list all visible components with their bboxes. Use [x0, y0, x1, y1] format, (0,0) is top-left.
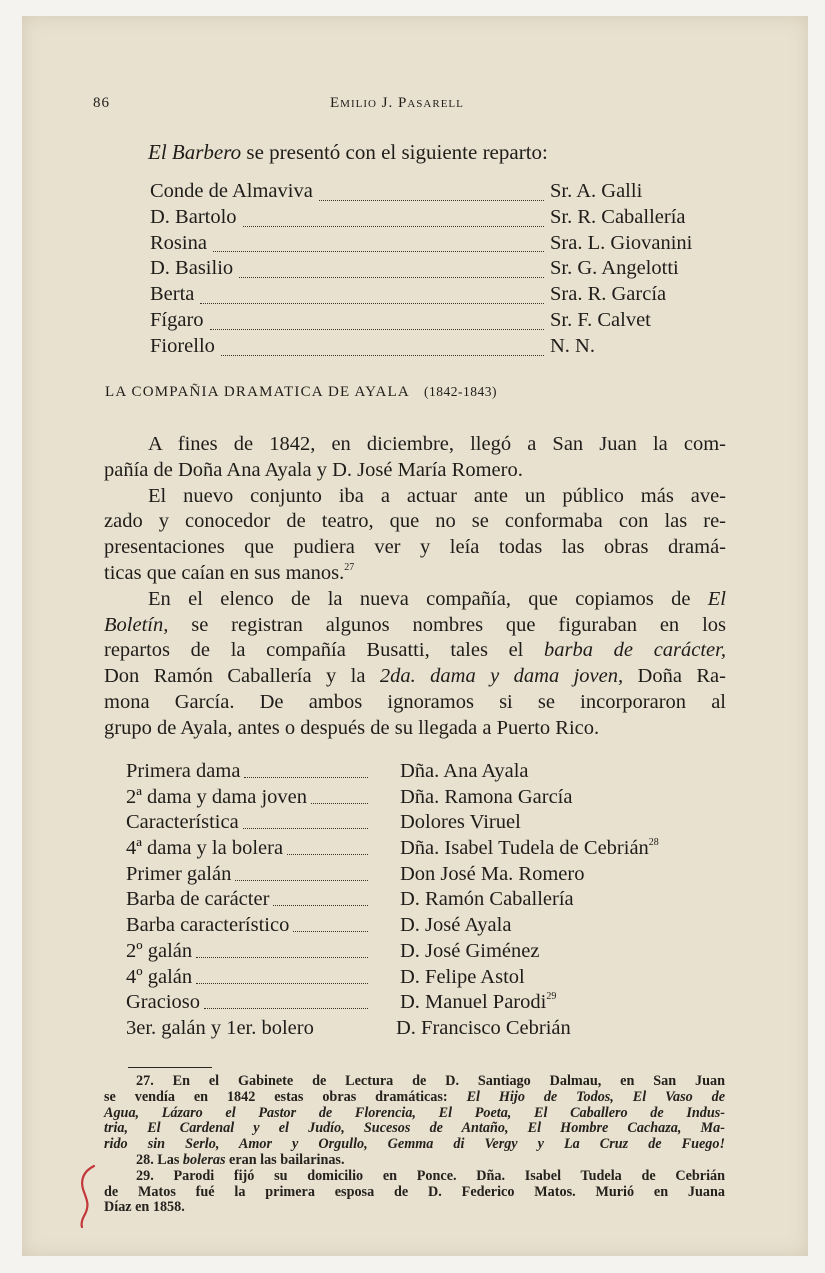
text-line [104, 664, 726, 690]
intro-title: El Barbero [148, 140, 242, 164]
cast-role: Conde de Almaviva [150, 180, 313, 202]
footnote-ref: 29 [546, 991, 557, 1003]
footnote-ref: 28 [648, 837, 659, 849]
text-italic: El [707, 587, 726, 610]
footnote-divider [128, 1067, 212, 1068]
text-fragment: En el elenco de la nueva compañía, que copiamos de [148, 587, 708, 610]
cast-role: Primer galán [126, 862, 232, 885]
cast-actor: Dña. Isabel Tudela de Cebrián$^{28}$ [400, 837, 659, 860]
dot-leader [273, 904, 368, 906]
footnote-line [104, 1106, 725, 1122]
cast-role: 2º galán [126, 939, 193, 962]
cast-row [150, 283, 728, 309]
cast-row [126, 811, 741, 837]
cast-row [126, 888, 741, 914]
footnote-line [104, 1090, 725, 1106]
text-fragment: eran las bailarinas. [225, 1151, 345, 1168]
text-italic: boleras [182, 1151, 226, 1168]
text-italic: barba de carácter, [544, 639, 726, 662]
cast-actor: Sr. A. Galli [550, 180, 643, 202]
dot-leader [213, 250, 544, 252]
cast-role: D. Bartolo [150, 205, 237, 228]
dot-leader [293, 930, 368, 932]
dot-leader [244, 776, 368, 778]
cast-actor: Don José Ma. Romero [400, 862, 585, 885]
text-italic: rido sin Serlo, Amor y Orgullo, Gemma di Vergy y La Cruz de Fuego! [104, 1136, 725, 1153]
cast-row [150, 335, 728, 361]
section-title: LA COMPAÑIA DRAMATICA DE AYALA [105, 384, 410, 400]
cast-actor: D. Manuel Parodi$^{29}$ [400, 991, 557, 1014]
body-text [104, 432, 726, 742]
dot-leader [204, 1007, 368, 1009]
cast-row [126, 940, 741, 966]
dot-leader [221, 354, 544, 356]
cast-actor: Sr. R. Caballería [550, 205, 686, 228]
intro-text: se presentó con el siguiente reparto: [241, 140, 548, 164]
cast-actor: Dña. Ana Ayala [400, 760, 529, 782]
cast-actor: Dña. Ramona García [400, 785, 573, 808]
text-fragment: se vendía en 1842 estas obras dramáticas: [104, 1088, 467, 1105]
text-italic: Boletín, [104, 613, 169, 636]
footnote-ref: 27 [344, 561, 355, 573]
cast-row [126, 1017, 741, 1043]
dot-leader [210, 328, 544, 330]
dot-leader [235, 879, 368, 881]
intro-sentence [148, 140, 548, 165]
text-line: pañía de Doña Ana Ayala y D. José María Romero. [104, 458, 523, 481]
text-line [104, 587, 726, 613]
text-line: zado y conocedor de teatro, que no se conformaba con las re- [104, 510, 726, 533]
footnote-line: 27. En el Gabinete de Lectura de D. Santiago Dalmau, en San Juan [136, 1073, 725, 1089]
text-line: El nuevo conjunto iba a actuar ante un público más ave- [148, 484, 726, 507]
cast-row [150, 309, 728, 335]
cast-actor: D. Felipe Astol [400, 965, 525, 988]
text-fragment: Don Ramón Caballería y la [104, 665, 380, 688]
cast-row [150, 180, 728, 206]
cast-role: Rosina [150, 231, 207, 254]
cast-actor: D. Francisco Cebrián [396, 1016, 571, 1039]
footnote-line [104, 1137, 725, 1153]
cast-actor: Sr. F. Calvet [550, 308, 651, 331]
footnote-line: de Matos fué la primera esposa de D. Federico Matos. Murió en Juana [104, 1183, 725, 1200]
cast-row [150, 232, 728, 258]
text-fragment: se registran algunos nombres que figuraban en los [168, 613, 726, 636]
cast-row [126, 837, 741, 863]
cast-row [126, 966, 741, 992]
cast-actor: D. José Giménez [400, 939, 540, 962]
text-fragment: ticas que caían en sus manos. [104, 561, 345, 584]
cast-role: Fiorello [150, 334, 215, 357]
text-line: presentaciones que pudiera ver y leía todas las obras dramá- [104, 536, 726, 559]
dot-leader [196, 956, 368, 958]
cast-row [150, 257, 728, 283]
footnote-line [104, 1121, 725, 1137]
cast-role: Barba característico [126, 914, 290, 937]
cast-role: D. Basilio [150, 257, 234, 280]
text-line: mona García. De ambos ignoramos si se incorporaron al [104, 690, 726, 713]
text-italic: tria, El Cardenal y el Judío, Sucesos de Antaño, El Hombre Cachaza, Ma- [104, 1120, 725, 1137]
dot-leader [287, 853, 368, 855]
dot-leader [243, 225, 544, 227]
footnotes [104, 1074, 725, 1216]
cast-role: Fígaro [150, 308, 204, 331]
cast-row [126, 786, 741, 812]
text-italic: 2da. dama y dama joven, [379, 665, 624, 688]
cast-list-ayala [126, 760, 741, 1043]
cast-actor: N. N. [550, 334, 595, 357]
dot-leader [196, 982, 368, 984]
footnote-line: Díaz en 1858. [104, 1199, 185, 1216]
section-years: (1842-1843) [423, 384, 497, 399]
cast-row [126, 863, 741, 889]
text-line: grupo de Ayala, antes o después de su llegada a Puerto Rico. [104, 716, 600, 739]
cast-actor: Dolores Viruel [400, 811, 521, 834]
cast-role: 3er. galán y 1er. bolero [126, 1016, 314, 1039]
cast-role: 4ª dama y la bolera [126, 837, 284, 860]
cast-actor: Sr. G. Angelotti [550, 257, 679, 280]
page-number: 86 [93, 95, 110, 111]
cast-role: Gracioso [126, 991, 201, 1014]
cast-list-barbero [150, 180, 728, 361]
dot-leader [200, 302, 544, 304]
running-header-author: Emilio J. Pasarell [330, 95, 464, 111]
cast-role: Característica [126, 811, 239, 834]
text-fragment: repartos de la compañía Busatti, tales el [104, 639, 545, 662]
cast-role: Berta [150, 283, 195, 306]
text-fragment: Doña Ra- [623, 665, 726, 688]
cast-actor: D. Ramón Caballería [400, 888, 574, 911]
dot-leader [319, 199, 544, 201]
cast-row [126, 991, 741, 1017]
cast-row [126, 914, 741, 940]
text-italic: Agua, Lázaro el Pastor de Florencia, El Poeta, El Caballero de Indus- [104, 1104, 725, 1121]
section-heading [105, 384, 497, 401]
text-line [104, 638, 726, 664]
text-italic: El Hijo de Todos, El Vaso de [466, 1088, 726, 1105]
cast-row [126, 760, 741, 786]
dot-leader [311, 802, 368, 804]
cast-actor: D. José Ayala [400, 914, 512, 937]
dot-leader [243, 827, 368, 829]
cast-row [150, 206, 728, 232]
cast-actor: Sra. R. García [550, 283, 667, 306]
cast-role: 4º galán [126, 965, 193, 988]
text-line [104, 561, 726, 587]
cast-role: 2ª dama y dama joven [126, 785, 307, 808]
footnote-line: 29. Parodi fijó su domicilio en Ponce. Dña. Isabel Tudela de Cebrián [136, 1167, 725, 1184]
dot-leader [239, 276, 544, 278]
text-line: A fines de 1842, en diciembre, llegó a San Juan la com- [148, 433, 726, 455]
text-fragment: 28. Las [136, 1151, 183, 1168]
cast-role: Barba de carácter [126, 888, 270, 911]
red-ink-bracket-mark [78, 1164, 96, 1228]
cast-role: Primera dama [126, 760, 241, 782]
footnote-line [104, 1153, 725, 1169]
text-line [104, 613, 726, 639]
cast-actor: Sra. L. Giovanini [550, 231, 693, 254]
